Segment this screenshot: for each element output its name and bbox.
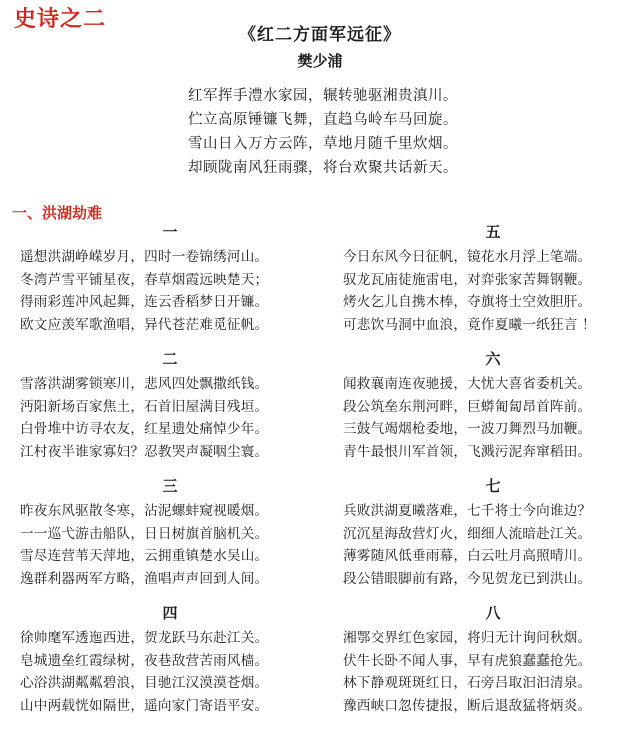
poem-line: 白骨堆中访寻农友，红星遗处痛悼少年。 bbox=[20, 421, 269, 437]
poem-block bbox=[343, 218, 640, 345]
poem-line: 今日东风今日征帆，镜花水月浮上笔端。 bbox=[343, 249, 592, 265]
poem-line: 昨夜东风驱散冬寒，沾泥螺蚌窥视暖烟。 bbox=[20, 503, 269, 519]
poem-line: 豫西峡口忽传捷报，断后退敌猛将炳炎。 bbox=[343, 697, 592, 714]
poem-line: 薄雾随风低垂雨幕，白云吐月高照晴川。 bbox=[343, 548, 592, 564]
poem-number: 七 bbox=[485, 477, 501, 495]
poem-number: 六 bbox=[485, 350, 501, 368]
poem-number: 五 bbox=[485, 223, 501, 241]
poem-number: 八 bbox=[485, 604, 501, 622]
poem-line: 闻救襄南连夜驰援，大忧大喜省委机关。 bbox=[343, 376, 592, 392]
poem-title: 《红二方面军远征》 bbox=[239, 25, 401, 45]
poem-line: 一一巡弋游击船队，日日树旗首脑机关。 bbox=[20, 525, 269, 542]
poem-block bbox=[20, 472, 320, 599]
poem-line: 段公错眼脚前有路，今见贺龙已到洪山。 bbox=[343, 570, 592, 587]
left-column bbox=[20, 218, 320, 726]
intro-stanza bbox=[188, 84, 458, 180]
poem-line: 兵败洪湖夏曦落难，七千将士今向谁边？ bbox=[343, 503, 592, 519]
poem-line: 徐帅麾军透迤西进，贺龙跃马东赴江关。 bbox=[20, 630, 269, 646]
series-heading: 史诗之二 bbox=[14, 6, 107, 32]
poem-block bbox=[20, 218, 320, 345]
poem-block bbox=[20, 345, 320, 472]
poem-line: 伏牛长卧不闻人事，早有虎狼蠢蠢抢先。 bbox=[343, 652, 592, 669]
poem-line: 逸群利器两军方略，渔唱声声回到人间。 bbox=[20, 570, 269, 587]
poem-line: 林下静观斑斑红日，石旁吕取汩汩清泉。 bbox=[343, 675, 592, 691]
poem-number: 三 bbox=[162, 477, 178, 495]
poem-number: 一 bbox=[162, 223, 178, 241]
intro-line: 伫立高原锤镰飞舞，直趋乌岭车马回旋。 bbox=[188, 112, 458, 128]
intro-line: 雪山日入万方云阵，草地月随千里炊烟。 bbox=[188, 136, 458, 152]
poem-line: 可悲饮马洞中血浪，竟作夏曦一纸狂言 ！ bbox=[343, 316, 596, 333]
poem-line: 山中两载恍如隔世，遥向家门寄语平安。 bbox=[20, 697, 269, 714]
right-column bbox=[343, 218, 640, 726]
author-name: 樊少浦 bbox=[297, 52, 343, 70]
poem-line: 心浴洪湖粼粼碧浪，目驰江汉漠漠苍烟。 bbox=[20, 675, 269, 691]
poem-line: 欧文应羡军歌渔唱，异代苍茫难觅征帆。 bbox=[20, 316, 269, 333]
poem-block bbox=[343, 599, 640, 726]
poem-block bbox=[343, 472, 640, 599]
section-heading: 一、洪湖劫难 bbox=[12, 204, 103, 222]
poem-number: 二 bbox=[162, 350, 178, 368]
poem-line: 三鼓气竭烟枪委地，一波刀舞烈马加鞭。 bbox=[343, 421, 592, 437]
poem-line: 皂城遗垒红霞绿树，夜巷敌营苦雨风樯。 bbox=[20, 652, 269, 669]
intro-line: 红军挥手澧水家园，辗转驰驱湘贵滇川。 bbox=[188, 88, 458, 104]
poem-line: 得雨彩莲冲风起舞，连云香稻梦日开镰。 bbox=[20, 294, 269, 310]
poem-line: 冬湾芦雪平铺星夜，春草烟霞远映楚天； bbox=[20, 271, 269, 288]
poem-line: 遥想洪湖峥嵘岁月，四时一卷锦绣河山。 bbox=[20, 249, 269, 265]
poem-block bbox=[20, 599, 320, 726]
poem-line: 江村夜半谁家寡妇？忍教哭声凝咽尘寰。 bbox=[20, 443, 269, 460]
poem-line: 驭龙瓦庙徒施雷电，对弈张家苦舞钢鞭。 bbox=[343, 271, 592, 288]
poem-line: 沔阳新场百家焦土，石首旧屋满目残垣。 bbox=[20, 398, 269, 415]
poem-line: 雪落洪湖雾锁寒川，悲风四处飘撒纸钱。 bbox=[20, 376, 269, 392]
poem-number: 四 bbox=[162, 604, 178, 622]
poem-line: 沉沉星海敌营灯火，细细人流暗赴江关。 bbox=[343, 525, 592, 542]
poem-line: 青牛最恨川军首领，飞溅污泥奔窜稻田。 bbox=[343, 443, 592, 460]
poem-line: 段公筑垒东荆河畔，巨蟒匍匐昂首阵前。 bbox=[343, 398, 592, 415]
poem-line: 烤火乞儿自携木棒，夺旗将士空效胆肝。 bbox=[343, 294, 592, 310]
poem-block bbox=[343, 345, 640, 472]
intro-line: 却顾陇南风狂雨骤，将台欢聚共话新天。 bbox=[188, 160, 458, 176]
poem-line: 雪尽连营苇天萍地，云拥重镇楚水吴山。 bbox=[20, 548, 269, 564]
poem-line: 湘鄂交界红色家园，将归无计询问秋烟。 bbox=[343, 630, 592, 646]
